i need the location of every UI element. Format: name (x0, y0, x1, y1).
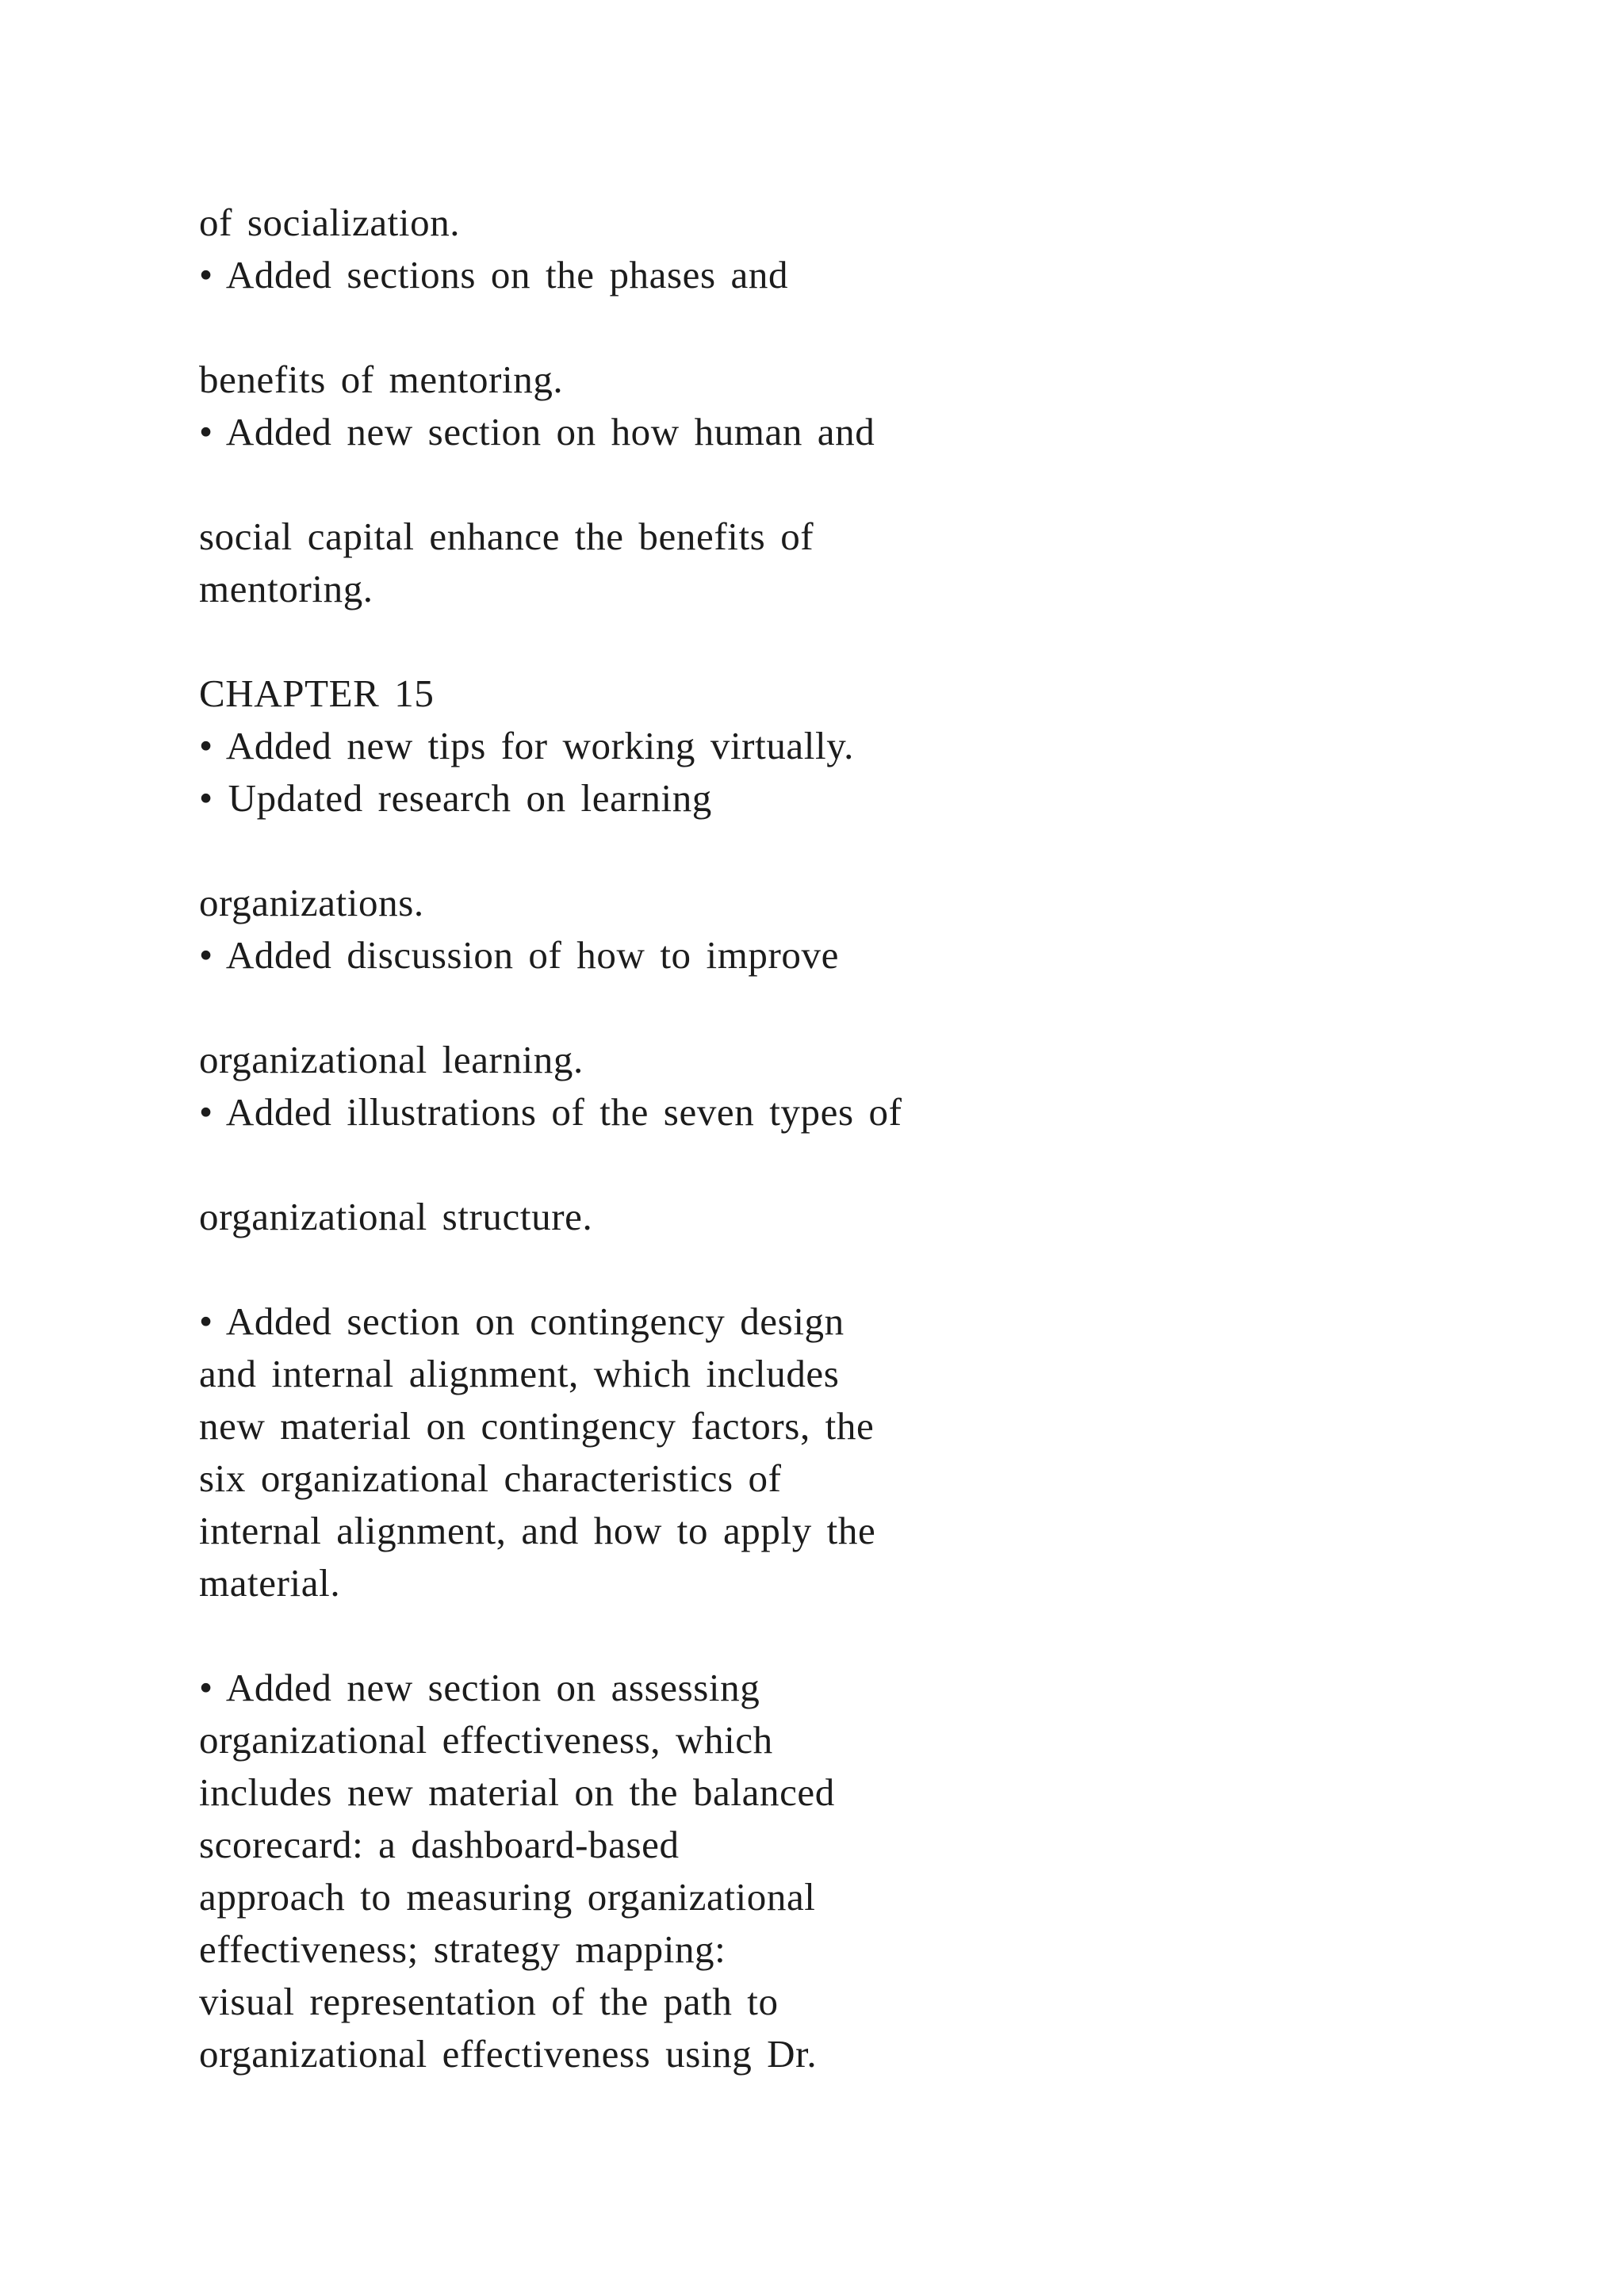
blank-line (199, 615, 1388, 668)
blank-line (199, 1243, 1388, 1295)
text-line: • Added section on contingency design (199, 1299, 845, 1343)
text-line: organizational structure. (199, 1195, 593, 1238)
text-line: internal alignment, and how to apply the (199, 1509, 876, 1552)
text-line: benefits of mentoring. (199, 358, 564, 401)
text-line: includes new material on the balanced (199, 1770, 835, 1814)
text-line: six organizational characteristics of (199, 1456, 782, 1500)
document-body (199, 197, 1388, 2080)
blank-line (199, 458, 1388, 511)
text-line: scorecard: a dashboard-based (199, 1823, 680, 1866)
text-line: mentoring. (199, 567, 373, 610)
text-line: new material on contingency factors, the (199, 1404, 875, 1448)
text-line: • Added discussion of how to improve (199, 933, 839, 977)
text-line: and internal alignment, which includes (199, 1352, 840, 1395)
text-line: • Added new tips for working virtually. (199, 724, 854, 767)
text-line: organizational effectiveness using Dr. (199, 2032, 818, 2076)
text-line: • Added new section on assessing (199, 1666, 760, 1709)
text-line: organizational learning. (199, 1038, 584, 1081)
chapter-heading: CHAPTER 15 (199, 672, 435, 715)
blank-line (199, 982, 1388, 1034)
text-line: organizations. (199, 881, 424, 924)
text-line: organizational effectiveness, which (199, 1718, 773, 1762)
text-line: social capital enhance the benefits of (199, 515, 814, 558)
text-line: • Added new section on how human and (199, 410, 875, 453)
text-line: effectiveness; strategy mapping: (199, 1927, 726, 1971)
text-line: • Added illustrations of the seven types of (199, 1090, 902, 1134)
blank-line (199, 301, 1388, 354)
text-line: visual representation of the path to (199, 1980, 779, 2023)
blank-line (199, 1138, 1388, 1191)
text-line: approach to measuring organizational (199, 1875, 816, 1919)
blank-line (199, 1609, 1388, 1662)
blank-line (199, 825, 1388, 877)
text-line: of socialization. (199, 201, 461, 244)
text-line: • Updated research on learning (199, 776, 712, 820)
text-line: • Added sections on the phases and (199, 253, 789, 297)
text-line: material. (199, 1561, 341, 1605)
